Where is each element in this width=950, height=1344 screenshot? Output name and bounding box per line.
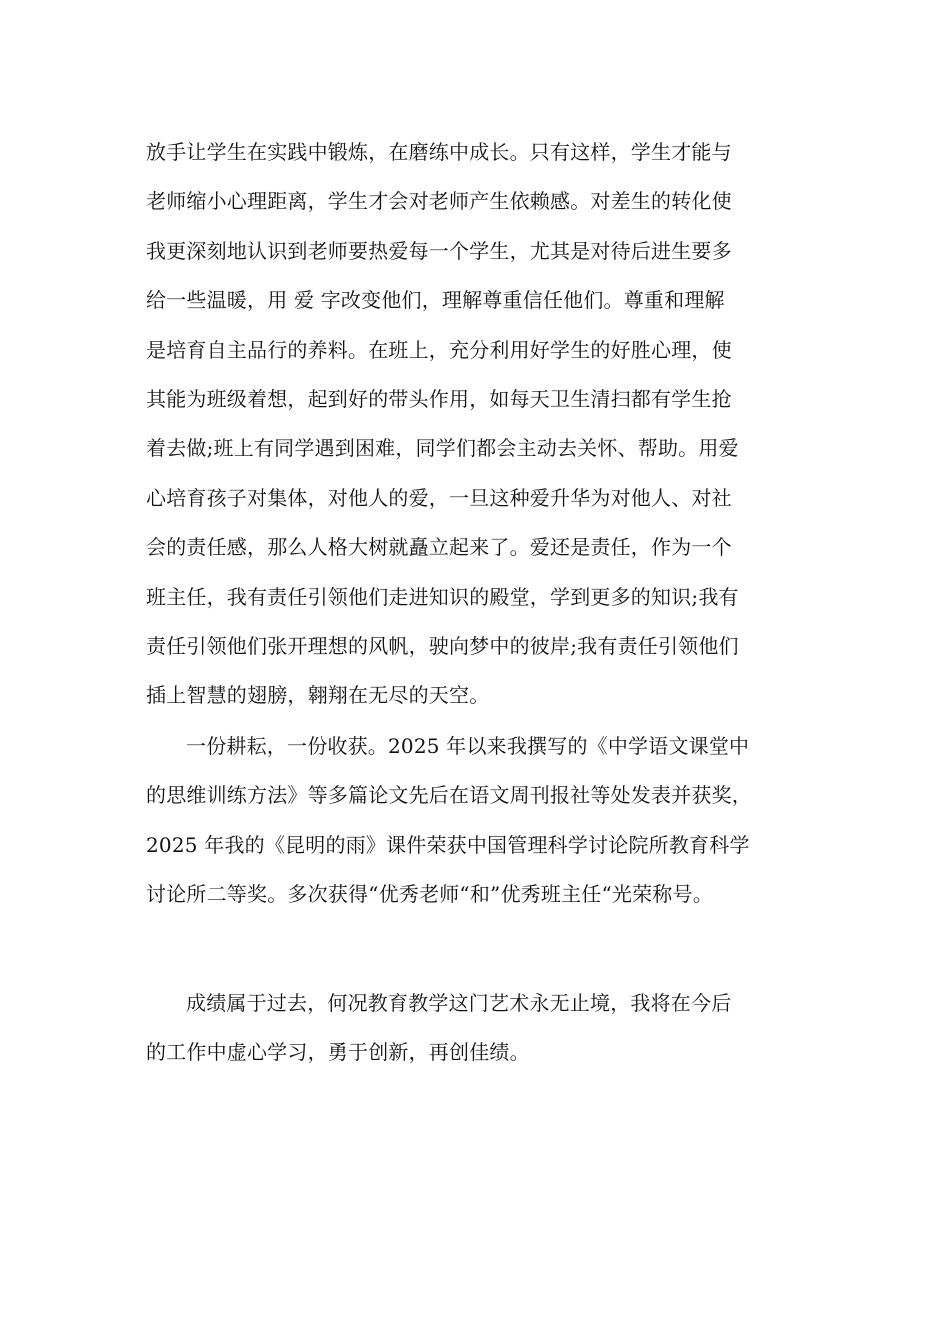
paragraph-line: 是培育自主品行的养料。在班上，充分利用好学生的好胜心理，使 xyxy=(146,337,732,362)
paragraph-line: 会的责任感，那么人格大树就矗立起来了。爱还是责任，作为一个 xyxy=(146,535,732,560)
paragraph-line: 的工作中虚心学习，勇于创新，再创佳绩。 xyxy=(146,1040,530,1065)
paragraph-line: 一份耕耘，一份收获。2025 年以来我撰写的《中学语文课堂中 xyxy=(186,734,750,758)
paragraph-line: 给一些温暖，用 爱 字改变他们，理解尊重信任他们。尊重和理解 xyxy=(146,288,725,313)
paragraph-3 xyxy=(146,979,816,1078)
paragraph-1 xyxy=(146,128,816,721)
paragraph-line: 责任引领他们张开理想的风帆，驶向梦中的彼岸;我有责任引领他们 xyxy=(146,633,739,658)
paragraph-line: 心培育孩子对集体，对他人的爱，一旦这种爱升华为对他人、对社 xyxy=(146,485,732,510)
paragraph-line: 讨论所二等奖。多次获得“优秀老师“和”优秀班主任“光荣称号。 xyxy=(146,882,713,907)
paragraph-line: 放手让学生在实践中锻炼，在磨练中成长。只有这样，学生才能与 xyxy=(146,140,732,164)
paragraph-line: 着去做;班上有同学遇到困难，同学们都会主动去关怀、帮助。用爱 xyxy=(146,436,739,461)
paragraph-line: 老师缩小心理距离，学生才会对老师产生依赖感。对差生的转化使 xyxy=(146,189,732,214)
paragraph-2 xyxy=(146,722,816,920)
paragraph-line: 我更深刻地认识到老师要热爱每一个学生，尤其是对待后进生要多 xyxy=(146,238,732,263)
paragraph-line: 2025 年我的《昆明的雨》课件荣获中国管理科学讨论院所教育科学 xyxy=(146,832,750,857)
paragraph-line: 成绩属于过去，何况教育教学这门艺术永无止境，我将在今后 xyxy=(186,991,732,1015)
paragraph-line: 插上智慧的翅膀，翱翔在无尽的天空。 xyxy=(146,683,490,708)
paragraph-line: 的思维训练方法》等多篇论文先后在语文周刊报社等处发表并获奖， xyxy=(146,783,752,808)
paragraph-line: 其能为班级着想，起到好的带头作用，如每天卫生清扫都有学生抢 xyxy=(146,386,732,411)
paragraph-line: 班主任，我有责任引领他们走进知识的殿堂，学到更多的知识;我有 xyxy=(146,584,739,609)
